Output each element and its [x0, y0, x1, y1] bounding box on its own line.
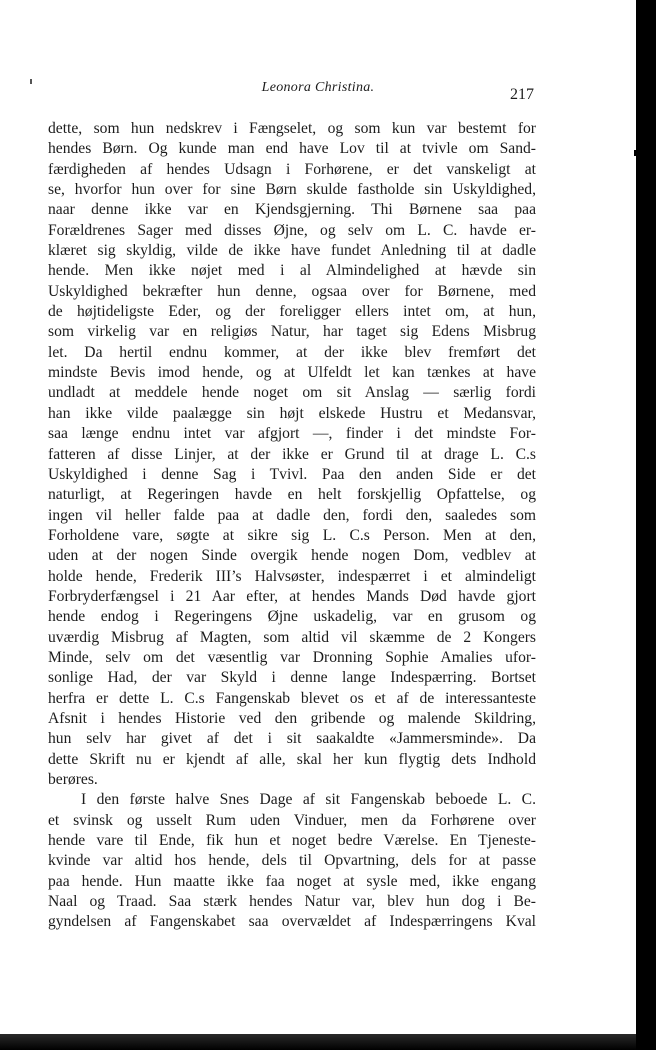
- text-line: berøres.: [48, 771, 98, 788]
- text-line: Minde, selv om det væsentlig var Dronning Sophie Amalies ufor-: [48, 648, 536, 666]
- text-line: Naal og Traad. Saa stærk hendes Natur var, blev hun dog i Be-: [48, 893, 536, 911]
- text-line: Forholdene vare, søgte at sikre sig L. C.s Person. Men at den,: [48, 526, 536, 544]
- text-line: gyndelsen af Fangenskabet saa overvældet af Indespærringens Kval: [48, 913, 536, 931]
- text-line: mindste Bevis imod hende, og at Ulfeldt let kan tænkes at have: [48, 364, 536, 382]
- page-number: 217: [510, 86, 534, 103]
- text-line: holde hende, Frederik III’s Halvsøster, indespærret i et almindeligt: [48, 567, 536, 585]
- text-line: se, hvorfor hun over for sine Børn skulde fastholde sin Uskyldighed,: [48, 181, 536, 199]
- text-line: sonlige Had, der var Skyld i denne lange Indespærring. Bortset: [48, 669, 536, 687]
- text-line: Forbryderfængsel i 21 Aar efter, at hendes Mands Død havde gjort: [48, 587, 536, 605]
- text-line: saa længe endnu intet var afgjort —, finder i det mindste For-: [48, 425, 536, 443]
- text-line: uværdig Misbrug af Magten, som altid vil skæmme de 2 Kongers: [48, 628, 536, 646]
- text-line: de højtideligste Eder, og der foreligger ellers intet om, at hun,: [48, 303, 536, 321]
- text-line: hende vare til Ende, fik hun et noget bedre Værelse. En Tjeneste-: [48, 832, 536, 850]
- body-text: [48, 119, 536, 933]
- paragraph-first-line: I den første halve Snes Dage af sit Fangenskab beboede L. C.: [81, 791, 536, 809]
- text-line: undladt at meddele hende noget om sit Anslag — særlig fordi: [48, 384, 536, 402]
- text-line: hende. Men ikke nøjet med i al Almindelighed at hævde sin: [48, 262, 536, 280]
- text-line: han ikke vilde paalægge sin højt elskede Hustru et Medansvar,: [48, 404, 536, 422]
- text-line: som virkelig var en religiøs Natur, har taget sig Edens Misbrug: [48, 323, 536, 341]
- text-line: naturligt, at Regeringen havde en helt forskjellig Opfattelse, og: [48, 486, 536, 504]
- text-line: dette Skrift nu er kjendt af alle, skal her kun flygtig dets Indhold: [48, 750, 536, 768]
- text-line: naar denne ikke var en Kjendsgjerning. Thi Børnene saa paa: [48, 201, 536, 219]
- scan-border-notch: [634, 150, 636, 156]
- text-line: let. Da hertil endnu kommer, at der ikke blev fremført det: [48, 343, 536, 361]
- text-line: færdigheden af hendes Udsagn i Forhørene, er det vanskeligt at: [48, 160, 536, 178]
- text-line: hendes Børn. Og kunde man end have Lov til at tvivle om Sand-: [48, 140, 536, 158]
- text-line: Afsnit i hendes Historie ved den gribende og malende Skildring,: [48, 709, 536, 727]
- text-line: Uskyldighed i denne Sag i Tvivl. Paa den anden Side er det: [48, 465, 536, 483]
- running-head: Leonora Christina.: [261, 80, 375, 95]
- text-line: kvinde var altid hos hende, dels til Opvartning, dels for at passe: [48, 852, 536, 870]
- text-line: Forældrenes Sager med disses Øjne, og selv om L. C. havde er-: [48, 221, 536, 239]
- text-line: Uskyldighed bekræfter hun denne, ogsaa over for Børnene, med: [48, 282, 536, 300]
- text-line: uden at der nogen Sinde overgik hende nogen Dom, vedblev at: [48, 547, 536, 565]
- text-line: klæret sig skyldig, vilde de ikke have fundet Anledning til at dadle: [48, 242, 536, 260]
- text-line: fatteren af disse Linjer, at der ikke er Grund til at drage L. C.s: [48, 445, 536, 463]
- text-line: herfra er dette L. C.s Fangenskab blevet os et af de interessanteste: [48, 689, 536, 707]
- scan-border-bottom: [0, 1034, 636, 1050]
- text-line: ingen vil heller falde paa at dadle den, fordi den, saaledes som: [48, 506, 536, 524]
- text-line: dette, som hun nedskrev i Fængselet, og som kun var bestemt for: [48, 120, 536, 137]
- text-line: paa hende. Hun maatte ikke faa noget at sysle med, ikke engang: [48, 872, 536, 890]
- scan-border-right: [636, 0, 656, 1050]
- page-header: [0, 80, 636, 104]
- text-line: hun selv har givet af det i sit saakaldte «Jammersminde». Da: [48, 730, 536, 748]
- text-line: et svinsk og usselt Rum uden Vinduer, men da Forhørene over: [48, 811, 536, 829]
- text-line: hende endog i Regeringens Øjne uskadelig, var en grusom og: [48, 608, 536, 626]
